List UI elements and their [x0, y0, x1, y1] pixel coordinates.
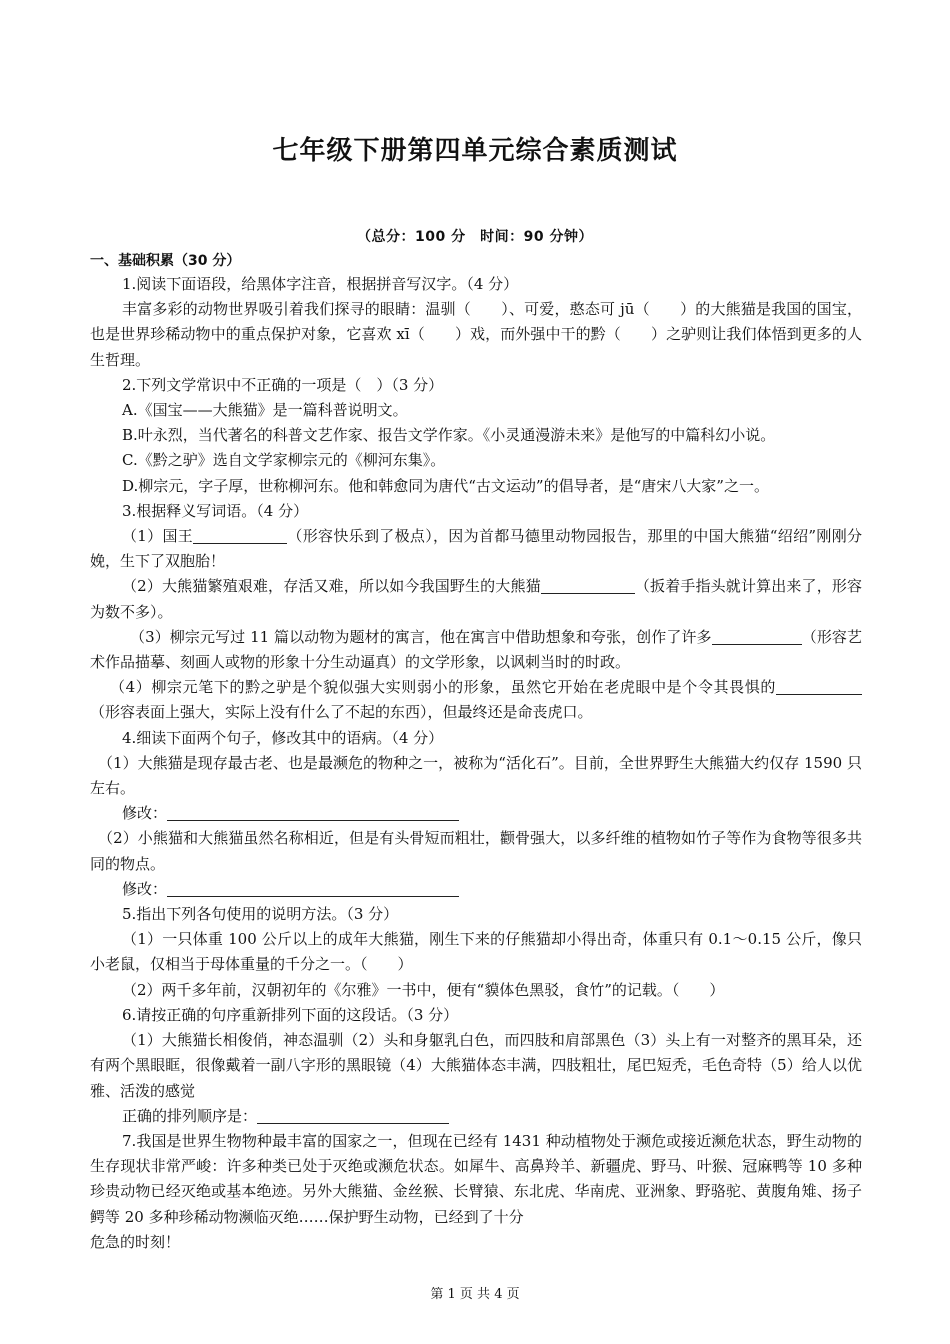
- q2-option-d: D.柳宗元，字子厚，世称柳河东。他和韩愈同为唐代“古文运动”的倡导者，是“唐宋八大家”之一。: [122, 476, 769, 495]
- q5-stem: 5.指出下列各句使用的说明方法。（3 分）: [122, 905, 399, 924]
- q3-stem: 3.根据释义写词语。（4 分）: [122, 501, 309, 520]
- q2-stem: 2.下列文学常识中不正确的一项是（ ）（3 分）: [122, 375, 444, 394]
- q7-tail: 危急的时刻！: [90, 1232, 181, 1251]
- q6-text: （1）大熊猫长相俊俏，神态温驯（2）头和身躯乳白色，而四肢和肩部黑色（3）头上有一对整齐的黑耳朵，还有两个黑眼眶，很像戴着一副八字形的黑眼镜（4）大熊猫体态丰满，四肢粗壮，尾巴短秃，毛色奇特（5）给人以优雅、活泼的感觉: [90, 1031, 862, 1100]
- q4-fix-2: 修改：: [90, 877, 862, 902]
- q1-stem: 1.阅读下面语段，给黑体字注音，根据拼音写汉字。（4 分）: [122, 275, 519, 293]
- answer-blank[interactable]: [167, 880, 459, 897]
- page-footer: 第 1 页 共 4 页: [430, 1287, 520, 1302]
- q2-option-a: A.《国宝——大熊猫》是一篇科普说明文。: [122, 401, 408, 420]
- section-heading: 一、基础积累（30 分）: [90, 253, 241, 269]
- page-title: 七年级下册第四单元综合素质测试: [272, 136, 678, 166]
- q4-sentence-2: （2）小熊猫和大熊猫虽然名称相近，但是有头骨短而粗壮，颧骨强大，以多纤维的植物如竹子等作为食物等很多共同的物点。: [90, 829, 862, 873]
- answer-blank[interactable]: [541, 577, 635, 594]
- q3-item-3: （3）柳宗元写过 11 篇以动物为题材的寓言，他在寓言中借助想象和夸张，创作了许多 （形容艺术作品描摹、刻画人或物的形象十分生动逼真）的文学形象，以讽刺当时的时政。: [90, 627, 862, 672]
- q1-text: 丰富多彩的动物世界吸引着我们探寻的眼睛：温驯（ ）、可爱，憨态可 jū（ ）的大熊猫是我国的国宝，也是世界珍稀动物中的重点保护对象，它喜欢 xī（ ）戏，而外强中干的黔（ ）之驴则让我们体悟到更多的人生哲理。: [90, 300, 862, 369]
- q4-fix-1: 修改：: [90, 801, 862, 826]
- score-time-info: （总分：100 分 时间：90 分钟）: [357, 229, 593, 245]
- answer-blank[interactable]: [167, 804, 459, 821]
- answer-blank[interactable]: [193, 527, 287, 544]
- q3-item-2: （2）大熊猫繁殖艰难，存活又难，所以如今我国野生的大熊猫 （扳着手指头就计算出来了，形容为数不多）。: [90, 577, 862, 621]
- answer-blank[interactable]: [776, 678, 830, 695]
- question-body: [90, 272, 862, 1255]
- q3-item-1: （1）国王 （形容快乐到了极点），因为首都马德里动物园报告，那里的中国大熊猫“绍绍”刚刚分娩，生下了双胞胎！: [90, 527, 862, 571]
- q5-sentence-1: （1）一只体重 100 公斤以上的成年大熊猫，刚生下来的仔熊猫却小得出奇，体重只有 0.1～0.15 公斤，像只小老鼠，仅相当于母体重量的千分之一。（ ）: [90, 930, 862, 974]
- answer-blank[interactable]: [830, 678, 862, 695]
- q6-stem: 6.请按正确的句序重新排列下面的这段话。（3 分）: [122, 1005, 459, 1024]
- q2-option-c: C.《黔之驴》选自文学家柳宗元的《柳河东集》。: [122, 451, 446, 470]
- answer-blank[interactable]: [712, 628, 802, 645]
- q7-text: 7.我国是世界生物物种最丰富的国家之一，但现在已经有 1431 种动植物处于濒危或接近濒危状态，野生动物的生存现状非常严峻：许多种类已处于灭绝或濒危状态。如犀牛、高鼻羚羊、新疆虎、野马、叶猴、冠麻鸭等 10 多种珍贵动物已经灭绝或基本绝迹。另外大熊猫、金丝猴、长臂猿、东北虎、华南虎、亚洲象、野骆驼、黄腹角雉、扬子鳄等 20 多种珍稀动物濒临灭绝……保护野生动物，已经到了十分: [90, 1131, 862, 1226]
- q5-sentence-2: （2）两千多年前，汉朝初年的《尔雅》一书中，便有“貘体色黑驳，食竹”的记载。（ ）: [122, 980, 725, 999]
- q4-stem: 4.细读下面两个句子，修改其中的语病。（4 分）: [122, 728, 444, 747]
- q2-option-b: B.叶永烈，当代著名的科普文艺作家、报告文学作家。《小灵通漫游未来》是他写的中篇科幻小说。: [122, 426, 776, 445]
- q4-sentence-1: （1）大熊猫是现存最古老、也是最濒危的物种之一，被称为“活化石”。目前，全世界野生大熊猫大约仅存 1590 只左右。: [90, 753, 862, 798]
- answer-blank[interactable]: [257, 1107, 449, 1124]
- q3-item-4: （4）柳宗元笔下的黔之驴是个貌似强大实则弱小的形象，虽然它开始在老虎眼中是个令其畏惧的（形容表面上强大，实际上没有什么了不起的东西），但最终还是命丧虎口。: [90, 675, 862, 725]
- q6-answer: 正确的排列顺序是：: [90, 1104, 862, 1129]
